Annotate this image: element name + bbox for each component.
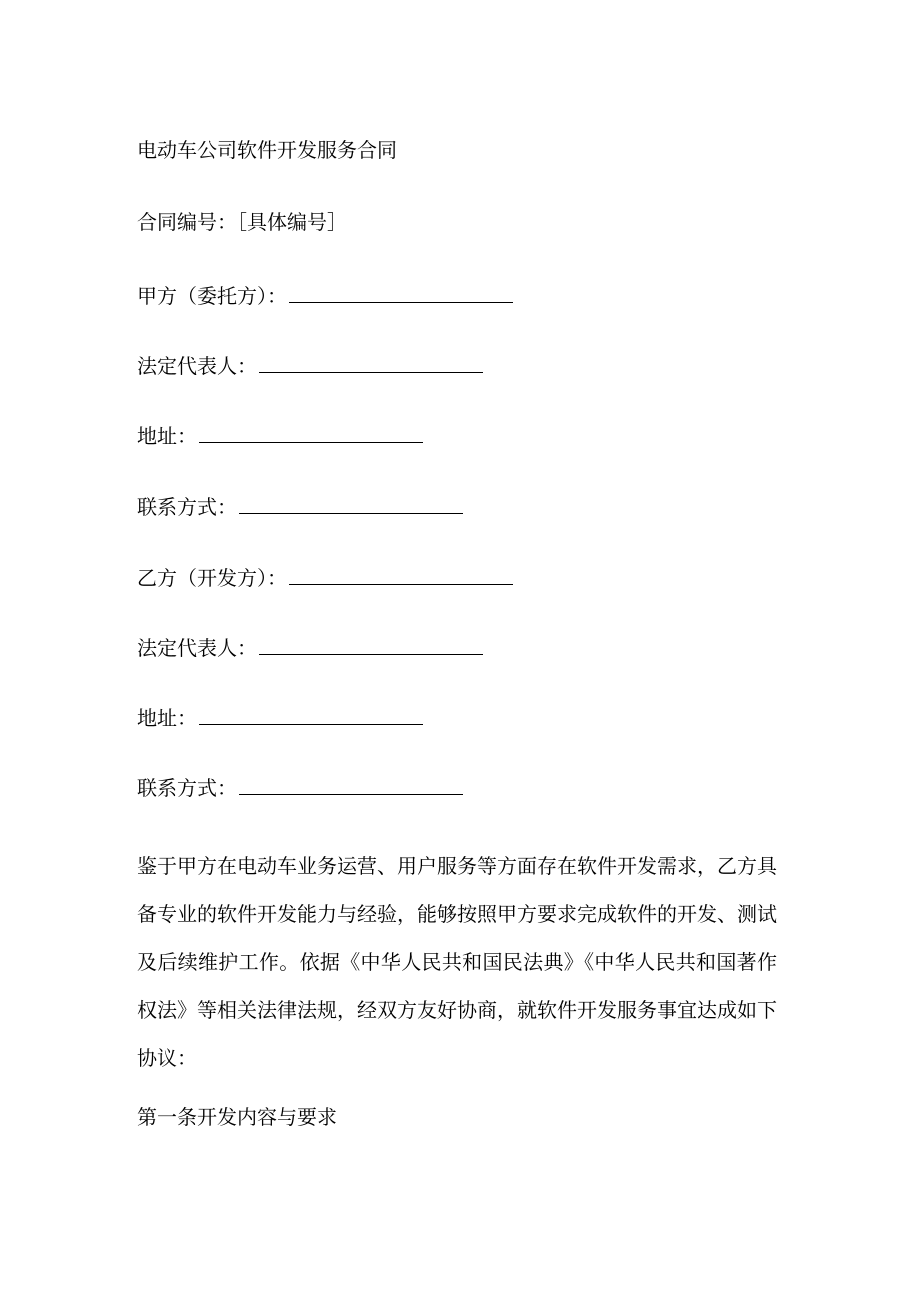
party-b-contact-blank [239,772,463,795]
preamble-line: 权法》等相关法律法规，经双方友好协商，就软件开发服务事宜达成如下 [137,998,777,1022]
party-a-rep-line [137,350,483,380]
preamble-paragraph [137,842,777,1082]
section-1-heading: 第一条开发内容与要求 [137,1105,337,1129]
party-a-address-blank [199,420,423,443]
party-a-address-line [137,420,423,450]
preamble-line: 备专业的软件开发能力与经验，能够按照甲方要求完成软件的开发、测试 [137,902,777,926]
party-b-address-blank [199,702,423,725]
party-b-label: 乙方（开发方）： [137,566,287,590]
party-b-rep-label: 法定代表人： [137,636,257,660]
contract-number: 合同编号：［具体编号］ [137,210,347,234]
party-a-label: 甲方（委托方）： [137,284,287,308]
preamble-line: 及后续维护工作。依据《中华人民共和国民法典》《中华人民共和国著作 [137,950,777,974]
party-a-contact-line [137,491,463,521]
party-a-rep-label: 法定代表人： [137,354,257,378]
party-a-line [137,280,513,310]
party-b-line [137,562,513,592]
party-b-contact-label: 联系方式： [137,776,237,800]
party-a-address-label: 地址： [137,424,197,448]
party-b-rep-line [137,632,483,662]
preamble-line: 鉴于甲方在电动车业务运营、用户服务等方面存在软件开发需求，乙方具 [137,854,777,878]
party-b-rep-blank [259,632,483,655]
party-a-blank [289,280,513,303]
party-b-contact-line [137,772,463,802]
party-a-rep-blank [259,350,483,373]
party-b-blank [289,562,513,585]
party-b-address-label: 地址： [137,706,197,730]
party-b-address-line [137,702,423,732]
preamble-line: 协议： [137,1046,197,1070]
party-a-contact-blank [239,491,463,514]
document-title: 电动车公司软件开发服务合同 [137,138,397,162]
party-a-contact-label: 联系方式： [137,495,237,519]
